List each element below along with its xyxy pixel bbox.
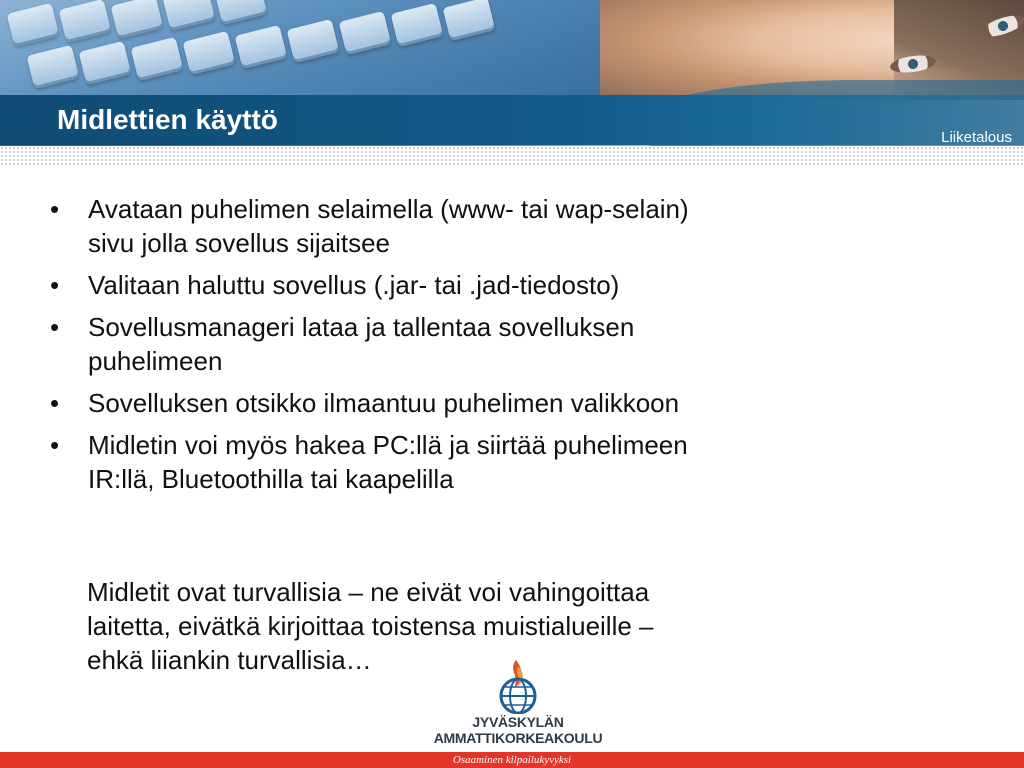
school-name-line: AMMATTIKORKEAKOULU: [433, 730, 603, 746]
keyboard-photo: [0, 0, 600, 100]
dotted-divider: [0, 146, 1024, 166]
bullet-text-line: Sovelluksen otsikko ilmaantuu puhelimen valikkoon: [88, 388, 680, 418]
key-shape: [215, 0, 268, 25]
list-item: [50, 192, 910, 260]
bullet-text-line: Avataan puhelimen selaimella (www- tai wap-selain): [88, 194, 689, 224]
bullet-list: [50, 192, 910, 504]
list-item: [50, 268, 910, 302]
bullet-text-line: puhelimeen: [88, 346, 223, 376]
school-name-line: JYVÄSKYLÄN: [472, 714, 564, 730]
bullet-text-line: Sovellusmanageri lataa ja tallentaa sovelluksen: [88, 312, 635, 342]
key-shape: [111, 0, 164, 39]
section-label: Liiketalous: [941, 129, 1012, 146]
bullet-text-line: IR:llä, Bluetoothilla tai kaapelilla: [88, 464, 454, 494]
note-line: Midletit ovat turvallisia – ne eivät voi vahingoittaa: [87, 577, 650, 607]
key-shape: [183, 31, 236, 75]
key-shape: [287, 19, 340, 63]
key-shape: [7, 3, 60, 47]
globe-flame-logo-icon: [428, 658, 608, 714]
bullet-text-line: Midletin voi myös hakea PC:llä ja siirtää puhelimeen: [88, 430, 688, 460]
school-logo: [428, 658, 608, 750]
key-shape: [235, 25, 288, 69]
footer-slogan: Osaaminen kilpailukyvyksi: [452, 754, 572, 766]
key-shape: [391, 3, 444, 47]
key-shape: [131, 37, 184, 81]
bullet-marker: •: [50, 312, 60, 342]
bullet-marker: •: [50, 388, 60, 418]
bullet-marker: •: [50, 270, 60, 300]
note-line: laitetta, eivätkä kirjoittaa toistensa muistialueille –: [87, 611, 654, 641]
key-shape: [59, 0, 112, 43]
header-banner: [0, 0, 1024, 146]
bullet-marker: •: [50, 194, 60, 224]
list-item: [50, 428, 910, 496]
list-item: [50, 386, 910, 420]
key-shape: [163, 0, 216, 31]
school-name: [428, 714, 608, 746]
bullet-marker: •: [50, 430, 60, 460]
bullet-text-line: Valitaan haluttu sovellus (.jar- tai .jad-tiedosto): [88, 270, 620, 300]
key-shape: [339, 11, 392, 55]
note-line: ehkä liiankin turvallisia…: [87, 645, 372, 675]
key-shape: [27, 45, 80, 89]
key-shape: [443, 0, 496, 41]
list-item: [50, 310, 910, 378]
bullet-text-line: sivu jolla sovellus sijaitsee: [88, 228, 391, 258]
page-title: Midlettien käyttö: [57, 104, 278, 135]
key-shape: [79, 41, 132, 85]
